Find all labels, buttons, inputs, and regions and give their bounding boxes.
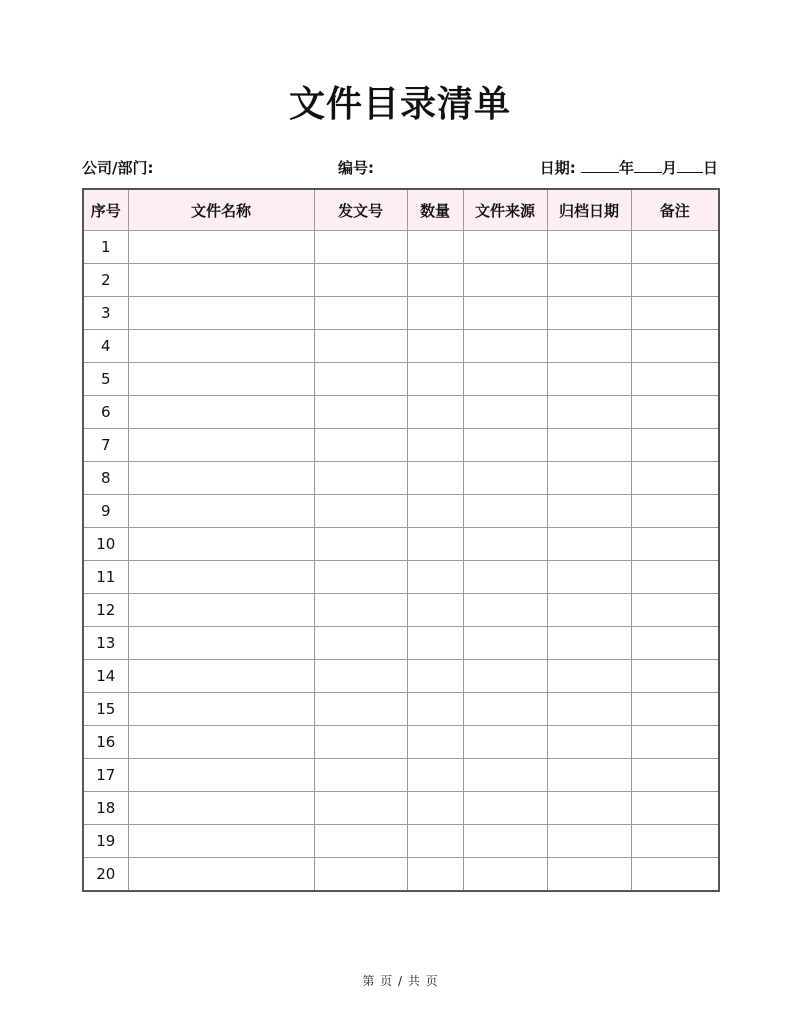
doc-number-cell[interactable] (314, 825, 407, 858)
index-cell: 10 (83, 528, 128, 561)
table-row (83, 627, 719, 660)
date-field (540, 156, 718, 180)
file-name-cell[interactable] (128, 561, 314, 594)
doc-number-cell[interactable] (314, 330, 407, 363)
column-header-doc-number: 发文号 (314, 189, 407, 231)
remarks-cell[interactable] (631, 330, 719, 363)
archive-date-cell[interactable] (547, 792, 631, 825)
file-name-cell[interactable] (128, 429, 314, 462)
archive-date-cell[interactable] (547, 396, 631, 429)
source-cell[interactable] (463, 396, 547, 429)
archive-date-cell[interactable] (547, 297, 631, 330)
doc-number-cell[interactable] (314, 495, 407, 528)
file-name-cell[interactable] (128, 594, 314, 627)
quantity-cell[interactable] (407, 693, 463, 726)
index-cell: 11 (83, 561, 128, 594)
quantity-cell[interactable] (407, 561, 463, 594)
file-name-cell[interactable] (128, 330, 314, 363)
doc-number-cell[interactable] (314, 759, 407, 792)
archive-date-cell[interactable] (547, 429, 631, 462)
index-cell: 3 (83, 297, 128, 330)
index-cell: 12 (83, 594, 128, 627)
day-blank[interactable] (677, 156, 703, 173)
doc-number-cell[interactable] (314, 429, 407, 462)
source-cell[interactable] (463, 297, 547, 330)
quantity-cell[interactable] (407, 759, 463, 792)
column-header-file-name: 文件名称 (128, 189, 314, 231)
table-row (83, 231, 719, 264)
table-row (83, 561, 719, 594)
quantity-cell[interactable] (407, 858, 463, 892)
dept-label: 公司/部门: (82, 159, 154, 177)
page-footer: 第 页 / 共 页 (362, 974, 438, 988)
doc-number-cell[interactable] (314, 594, 407, 627)
file-name-cell[interactable] (128, 858, 314, 892)
column-header-remarks: 备注 (631, 189, 719, 231)
index-cell: 5 (83, 363, 128, 396)
file-name-cell[interactable] (128, 660, 314, 693)
index-cell: 14 (83, 660, 128, 693)
archive-date-cell[interactable] (547, 330, 631, 363)
archive-date-cell[interactable] (547, 759, 631, 792)
archive-date-cell[interactable] (547, 825, 631, 858)
source-cell[interactable] (463, 561, 547, 594)
quantity-cell[interactable] (407, 462, 463, 495)
archive-date-cell[interactable] (547, 231, 631, 264)
column-header-archive-date: 归档日期 (547, 189, 631, 231)
table-row (83, 594, 719, 627)
remarks-cell[interactable] (631, 297, 719, 330)
quantity-cell[interactable] (407, 726, 463, 759)
year-blank[interactable] (581, 156, 619, 173)
doc-number-cell[interactable] (314, 396, 407, 429)
remarks-cell[interactable] (631, 858, 719, 892)
source-cell[interactable] (463, 858, 547, 892)
remarks-cell[interactable] (631, 693, 719, 726)
table-row (83, 759, 719, 792)
quantity-cell[interactable] (407, 528, 463, 561)
month-blank[interactable] (634, 156, 662, 173)
archive-date-cell[interactable] (547, 462, 631, 495)
remarks-cell[interactable] (631, 561, 719, 594)
table-row (83, 825, 719, 858)
remarks-cell[interactable] (631, 825, 719, 858)
file-name-cell[interactable] (128, 462, 314, 495)
archive-date-cell[interactable] (547, 528, 631, 561)
source-cell[interactable] (463, 792, 547, 825)
source-cell[interactable] (463, 528, 547, 561)
table-row (83, 495, 719, 528)
source-cell[interactable] (463, 231, 547, 264)
month-label: 月 (661, 159, 677, 177)
meta-row (82, 156, 718, 180)
quantity-cell[interactable] (407, 429, 463, 462)
doc-number-cell[interactable] (314, 462, 407, 495)
file-name-cell[interactable] (128, 231, 314, 264)
source-cell[interactable] (463, 495, 547, 528)
remarks-cell[interactable] (631, 726, 719, 759)
page-title: 文件目录清单 (288, 84, 511, 125)
doc-number-cell[interactable] (314, 561, 407, 594)
table-row (83, 660, 719, 693)
archive-date-cell[interactable] (547, 561, 631, 594)
column-header-source: 文件来源 (463, 189, 547, 231)
file-name-cell[interactable] (128, 396, 314, 429)
index-cell: 15 (83, 693, 128, 726)
source-cell[interactable] (463, 594, 547, 627)
day-label: 日 (702, 159, 718, 177)
file-name-cell[interactable] (128, 495, 314, 528)
file-name-cell[interactable] (128, 297, 314, 330)
remarks-cell[interactable] (631, 264, 719, 297)
source-cell[interactable] (463, 759, 547, 792)
column-header-quantity: 数量 (407, 189, 463, 231)
doc-number-cell[interactable] (314, 363, 407, 396)
file-name-cell[interactable] (128, 528, 314, 561)
source-cell[interactable] (463, 693, 547, 726)
doc-number-cell[interactable] (314, 528, 407, 561)
archive-date-cell[interactable] (547, 660, 631, 693)
table-row (83, 462, 719, 495)
file-name-cell[interactable] (128, 759, 314, 792)
source-cell[interactable] (463, 825, 547, 858)
year-label: 年 (618, 159, 634, 177)
table-body (83, 231, 719, 892)
table-row (83, 264, 719, 297)
index-cell: 19 (83, 825, 128, 858)
table-row (83, 429, 719, 462)
archive-date-cell[interactable] (547, 858, 631, 892)
source-cell[interactable] (463, 627, 547, 660)
file-name-cell[interactable] (128, 264, 314, 297)
remarks-cell[interactable] (631, 594, 719, 627)
index-cell: 20 (83, 858, 128, 892)
source-cell[interactable] (463, 330, 547, 363)
source-cell[interactable] (463, 429, 547, 462)
file-name-cell[interactable] (128, 627, 314, 660)
doc-number-cell[interactable] (314, 231, 407, 264)
doc-number-cell[interactable] (314, 693, 407, 726)
remarks-cell[interactable] (631, 429, 719, 462)
remarks-cell[interactable] (631, 759, 719, 792)
file-name-cell[interactable] (128, 825, 314, 858)
table-row (83, 858, 719, 892)
index-cell: 4 (83, 330, 128, 363)
index-cell: 2 (83, 264, 128, 297)
quantity-cell[interactable] (407, 231, 463, 264)
remarks-cell[interactable] (631, 363, 719, 396)
source-cell[interactable] (463, 726, 547, 759)
source-cell[interactable] (463, 363, 547, 396)
index-cell: 18 (83, 792, 128, 825)
remarks-cell[interactable] (631, 231, 719, 264)
table-row (83, 396, 719, 429)
doc-number-cell[interactable] (314, 627, 407, 660)
quantity-cell[interactable] (407, 396, 463, 429)
doc-number-cell[interactable] (314, 264, 407, 297)
doc-number-cell[interactable] (314, 858, 407, 892)
table-row (83, 528, 719, 561)
remarks-cell[interactable] (631, 792, 719, 825)
file-name-cell[interactable] (128, 792, 314, 825)
number-label: 编号: (338, 159, 374, 177)
table-row (83, 297, 719, 330)
source-cell[interactable] (463, 264, 547, 297)
quantity-cell[interactable] (407, 825, 463, 858)
archive-date-cell[interactable] (547, 627, 631, 660)
source-cell[interactable] (463, 660, 547, 693)
quantity-cell[interactable] (407, 297, 463, 330)
doc-number-cell[interactable] (314, 726, 407, 759)
archive-date-cell[interactable] (547, 264, 631, 297)
doc-number-cell[interactable] (314, 297, 407, 330)
file-name-cell[interactable] (128, 726, 314, 759)
quantity-cell[interactable] (407, 264, 463, 297)
quantity-cell[interactable] (407, 627, 463, 660)
index-cell: 6 (83, 396, 128, 429)
archive-date-cell[interactable] (547, 693, 631, 726)
remarks-cell[interactable] (631, 660, 719, 693)
archive-date-cell[interactable] (547, 726, 631, 759)
doc-number-cell[interactable] (314, 792, 407, 825)
archive-date-cell[interactable] (547, 363, 631, 396)
doc-number-cell[interactable] (314, 660, 407, 693)
quantity-cell[interactable] (407, 330, 463, 363)
quantity-cell[interactable] (407, 495, 463, 528)
remarks-cell[interactable] (631, 462, 719, 495)
table-row (83, 693, 719, 726)
remarks-cell[interactable] (631, 528, 719, 561)
table-row (83, 792, 719, 825)
remarks-cell[interactable] (631, 396, 719, 429)
file-list-table (82, 188, 720, 892)
index-cell: 16 (83, 726, 128, 759)
archive-date-cell[interactable] (547, 495, 631, 528)
table-row (83, 726, 719, 759)
file-name-cell[interactable] (128, 693, 314, 726)
quantity-cell[interactable] (407, 660, 463, 693)
index-cell: 13 (83, 627, 128, 660)
table-row (83, 363, 719, 396)
quantity-cell[interactable] (407, 594, 463, 627)
quantity-cell[interactable] (407, 792, 463, 825)
remarks-cell[interactable] (631, 495, 719, 528)
index-cell: 9 (83, 495, 128, 528)
column-header-index: 序号 (83, 189, 128, 231)
table-row (83, 330, 719, 363)
quantity-cell[interactable] (407, 363, 463, 396)
archive-date-cell[interactable] (547, 594, 631, 627)
date-label: 日期: (539, 159, 576, 177)
index-cell: 7 (83, 429, 128, 462)
index-cell: 17 (83, 759, 128, 792)
source-cell[interactable] (463, 462, 547, 495)
table-header-row (83, 189, 719, 231)
file-name-cell[interactable] (128, 363, 314, 396)
remarks-cell[interactable] (631, 627, 719, 660)
index-cell: 1 (83, 231, 128, 264)
index-cell: 8 (83, 462, 128, 495)
